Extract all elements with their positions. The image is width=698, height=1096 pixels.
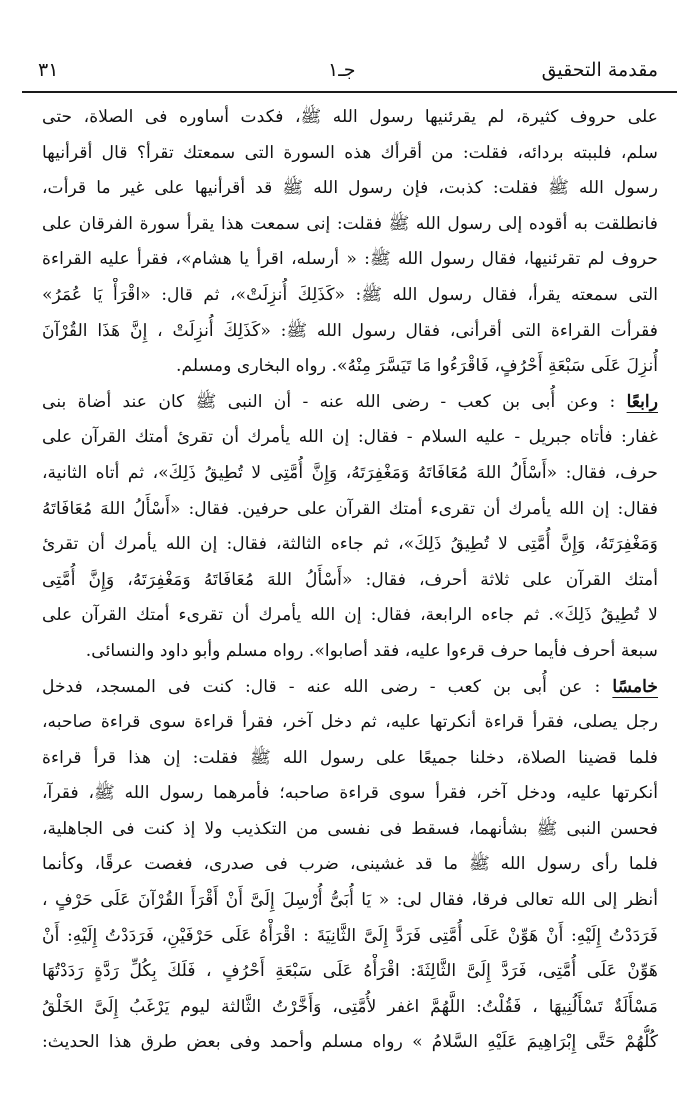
text-line (42, 883, 658, 919)
line-text: لا تُطِيقُ ذَلِكَ». ثم جاءه الرابعة، فقال: إن الله يأمرك أن تقرىء أمتك القرآن على (42, 605, 658, 626)
page-header (0, 52, 698, 90)
text-line (42, 171, 658, 207)
section-title: مقدمة التحقيق (541, 59, 658, 81)
line-text: على حروف كثيرة، لم يقرئنيها رسول الله ﷺ، فكدت أساوره فى الصلاة، حتى (42, 107, 658, 127)
volume-label: جـ١ (328, 59, 356, 81)
line-text: هَوِّنْ عَلَى أُمَّتِى، فَرَدَّ إِلَىَّ الثَّالِثَةَ: اقْرَأْهُ عَلَى سَبْعَةِ أَحْرُفٍ ، فَلَكَ بِكُلِّ رَدَّةٍ رَدَدْتُهَا (42, 961, 658, 982)
text-line (42, 385, 658, 421)
line-text: فَرَدَدْتُ إِلَيْهِ: أَنْ هَوِّنْ عَلَى أُمَّتِى فَرَدَّ إِلَىَّ الثَّانِيَةَ : اقْرَأْهُ عَلَى حَرْفَيْنِ، فَرَدَدْتُ إِلَيْهِ: أَنْ (42, 925, 658, 946)
text-line (42, 705, 658, 741)
line-text: : وعن أُبى بن كعب - رضى الله عنه - أن النبى ﷺ كان عند أضاة بنى (42, 391, 627, 412)
text-line (42, 1025, 658, 1061)
line-text: غفار: فأتاه جبريل - عليه السلام - فقال: إن الله يأمرك أن تقرئ أمتك القرآن على (42, 427, 658, 448)
line-text: فحسن النبى ﷺ بشأنهما، فسقط فى نفسى من التكذيب ولا إذ كنت فى الجاهلية، (42, 818, 658, 839)
text-line (42, 634, 658, 670)
line-text: كُلُّهُمْ حَتَّى إِبْرَاهِيمَ عَلَيْهِ السَّلامُ » رواه مسلم وأحمد وفى بعض طرق هذا الحديث: (42, 1032, 658, 1053)
text-line (42, 847, 658, 883)
body-text (42, 100, 658, 1061)
line-text: سبعة أحرف فأيما حرف قرءوا عليه، فقد أصابوا». رواه مسلم وأبو داود والنسائى. (85, 640, 658, 661)
text-line (42, 954, 658, 990)
line-text: فقال: إن الله يأمرك أن تقرىء أمتك القرآن على حرفين. فقال: «أَسْأَلُ اللهَ مُعَافَاتَهُ (42, 498, 658, 519)
text-line (42, 776, 658, 812)
line-text: حرف، فقال: «أَسْأَلُ اللهَ مُعَافَاتَهُ وَمَغْفِرَتَهُ، وَإِنَّ أُمَّتِى لا تُطِيقُ ذَلِكَ»، ثم أتاه الثانية، (42, 462, 658, 483)
line-text: أنكرتها عليه، ودخل آخر، فقرأ سوى قراءة صاحبه؛ فأمرهما رسول الله ﷺ، فقرآ، (42, 783, 658, 804)
text-line (42, 741, 658, 777)
text-line (42, 670, 658, 706)
text-line (42, 456, 658, 492)
text-line (42, 278, 658, 314)
line-text: التى سمعته يقرأ، فقال رسول الله ﷺ: «كَذَلِكَ أُنزِلَتْ»، ثم قال: «اقْرَأْ يَا عُمَرُ» (42, 284, 658, 305)
section-lead: خامسًا (612, 676, 658, 697)
text-line (42, 812, 658, 848)
text-line (42, 242, 658, 278)
line-text: أمتك القرآن على ثلاثة أحرف، فقال: «أَسْأَلُ اللهَ مُعَافَاتَهُ وَمَغْفِرَتَهُ، وَإِنَّ أُمَّتِى (42, 569, 658, 590)
line-text: فلما رأى رسول الله ﷺ ما قد غشينى، ضرب فى صدرى، فغصت عرقًا، وكأنما (42, 854, 658, 875)
text-line (42, 990, 658, 1026)
line-text: أنظر إلى الله تعالى فرقا، فقال لى: « يَا أُبَىُّ أُرْسِلَ إِلَىَّ أَنْ أَقْرَأَ القُرْآنَ عَلَى حَرْفٍ ، (42, 890, 658, 911)
text-line (42, 563, 658, 599)
text-line (42, 349, 658, 385)
line-text: أُنزِلَ عَلَى سَبْعَةِ أَحْرُفٍ، فَاقْرَءُوا مَا تَيَسَّرَ مِنْهُ». رواه البخارى ومسلم. (176, 356, 658, 377)
line-text: رجل يصلى، فقرأ قراءة أنكرتها عليه، ثم دخل آخر، فقرأ قراءة سوى قراءة صاحبه، (42, 712, 658, 733)
text-line (42, 207, 658, 243)
line-text: وَمَغْفِرَتَهُ، وَإِنَّ أُمَّتِى لا تُطِيقُ ذَلِكَ»، ثم جاءه الثالثة، فقال: إن الله يأمرك أن تقرئ (42, 534, 658, 555)
line-text: فقرأت القراءة التى أقرأنى، فقال رسول الله ﷺ: «كَذَلِكَ أُنزِلَتْ ، إِنَّ هَذَا القُرْآنَ (42, 320, 658, 341)
line-text: فلما قضينا الصلاة، دخلنا جميعًا على رسول الله ﷺ فقلت: إن هذا قرأ قراءة (42, 747, 658, 768)
line-text: حروف لم تقرئنيها، فقال رسول الله ﷺ: « أرسله، اقرأ يا هشام»، فقرأ عليه القراءة (42, 249, 658, 270)
line-text: : عن أُبى بن كعب - رضى الله عنه - قال: كنت فى المسجد، فدخل (42, 676, 613, 697)
text-line (42, 919, 658, 955)
text-line (42, 598, 658, 634)
text-line (42, 492, 658, 528)
text-line (42, 136, 658, 172)
line-text: مَسْأَلَةٌ تَسْأَلُنِيهَا ، فَقُلْتُ: اللَّهُمَّ اغفر لأُمَّتِى، وَأَخَّرْتُ الثَّالثة ليوم يَرْغَبُ إِلَىَّ الخَلْقُ (42, 996, 658, 1017)
section-lead: رابعًا (626, 391, 658, 412)
line-text: سلم، فلببته بردائه، فقلت: من أقرأك هذه السورة التى سمعتك تقرأ؟ قال أقرأنيها (42, 142, 658, 163)
line-text: رسول الله ﷺ فقلت: كذبت، فإن رسول الله ﷺ قد أقرأنيها على غير ما قرأت، (42, 178, 658, 199)
page-number: ٣١ (38, 59, 59, 81)
text-line (42, 527, 658, 563)
header-rule (22, 91, 677, 93)
line-text: فانطلقت به أقوده إلى رسول الله ﷺ فقلت: إنى سمعت هذا يقرأ سورة الفرقان على (42, 213, 658, 234)
text-line (42, 100, 658, 136)
text-line (42, 420, 658, 456)
text-line (42, 314, 658, 350)
